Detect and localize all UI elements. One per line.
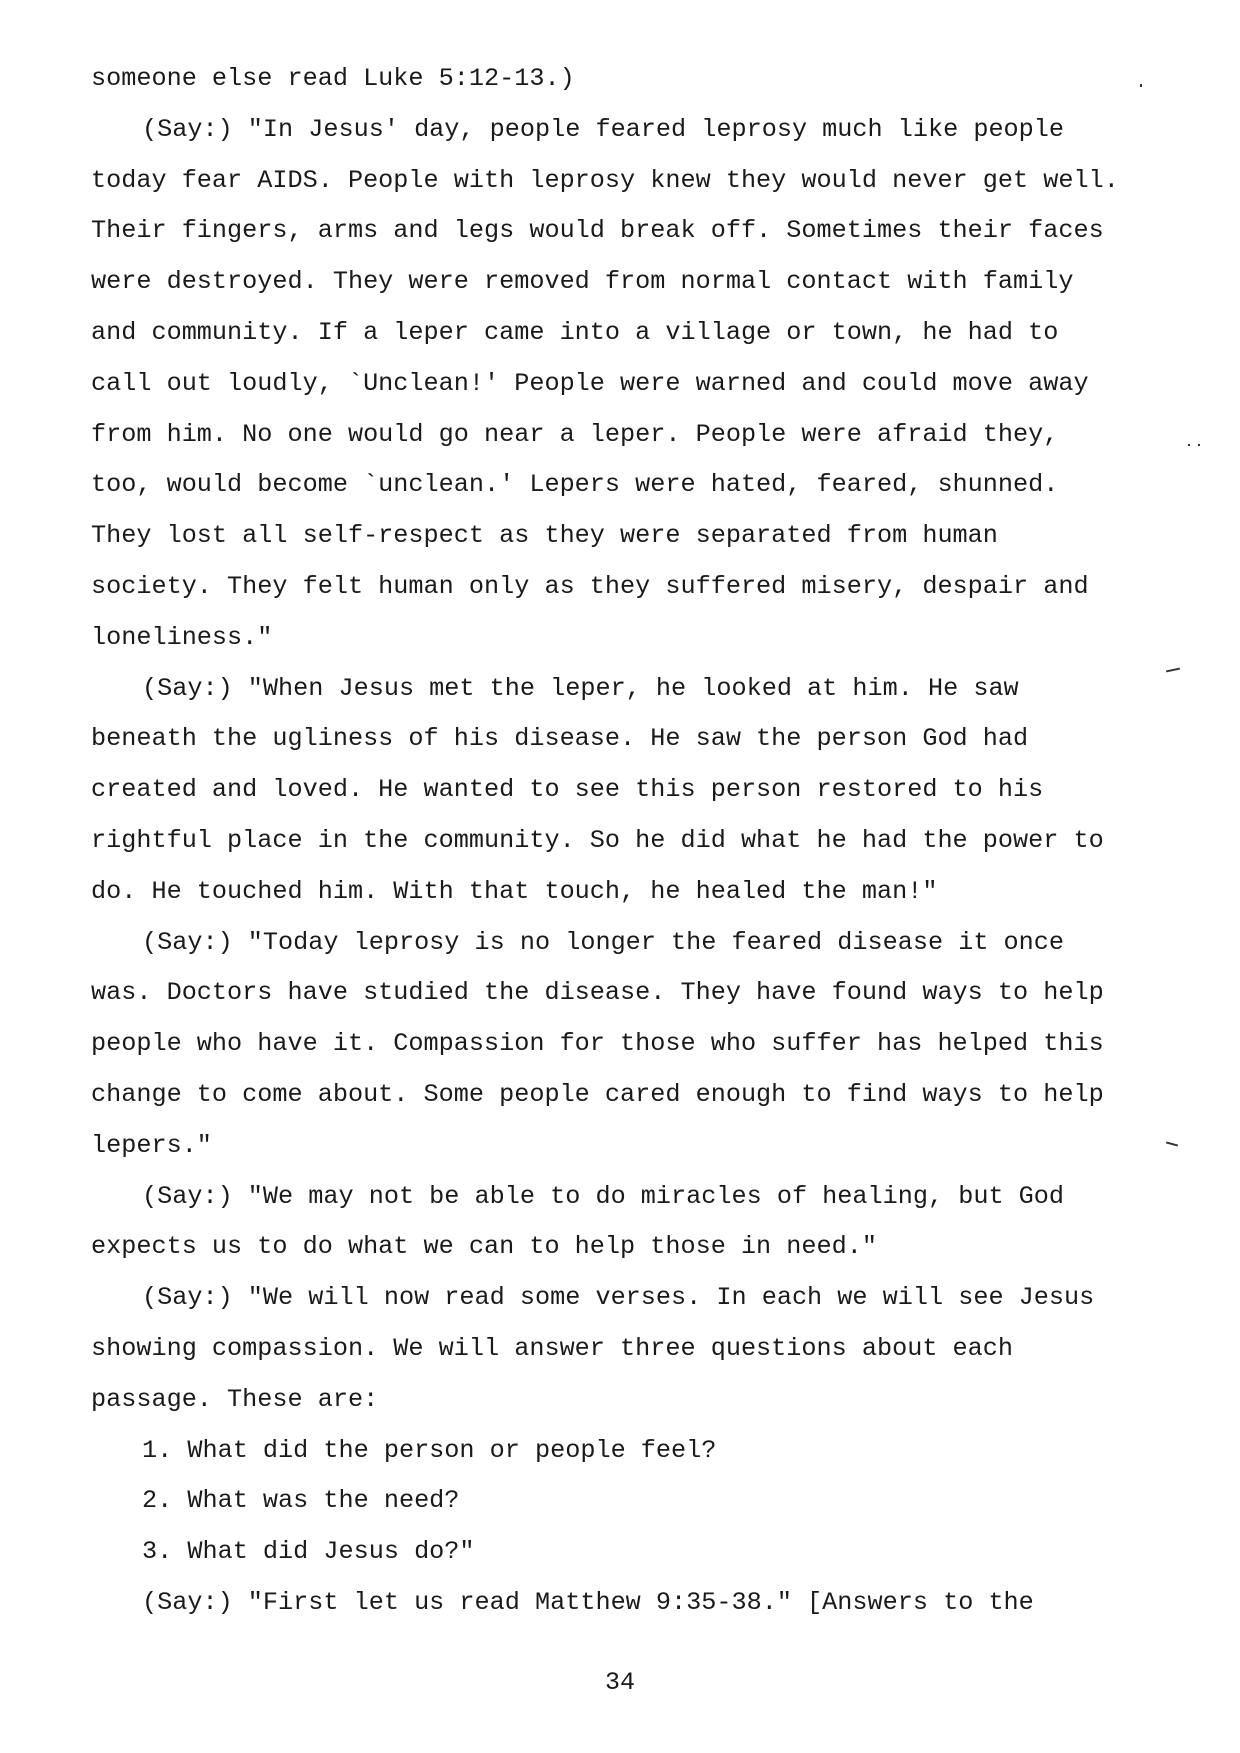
scan-speck <box>1198 444 1200 446</box>
text-line: today fear AIDS. People with leprosy knew they would never get well. <box>91 165 1119 195</box>
page-number: 34 <box>604 1668 635 1697</box>
text-line: was. Doctors have studied the disease. They have found ways to help <box>91 978 1104 1008</box>
text-line: do. He touched him. With that touch, he healed the man!" <box>91 876 938 906</box>
text-line: were destroyed. They were removed from normal contact with family <box>91 267 1074 297</box>
text-line: showing compassion. We will answer three questions about each <box>91 1333 1014 1363</box>
text-line: beneath the ugliness of his disease. He saw the person God had <box>91 724 1029 754</box>
list-item: 2. What was the need? <box>142 1486 460 1516</box>
text-line: (Say:) "In Jesus' day, people feared leprosy much like people <box>142 114 1065 144</box>
text-line: Their fingers, arms and legs would break off. Sometimes their faces <box>91 216 1104 246</box>
text-line: (Say:) "First let us read Matthew 9:35-38." [Answers to the <box>142 1587 1034 1617</box>
text-line: change to come about. Some people cared enough to find ways to help <box>91 1079 1104 1109</box>
text-line: (Say:) "When Jesus met the leper, he looked at him. He saw <box>142 673 1019 703</box>
text-line: passage. These are: <box>91 1384 379 1414</box>
body-text <box>91 54 1191 1629</box>
scan-speck <box>1188 444 1190 446</box>
text-line: (Say:) "We may not be able to do miracles of healing, but God <box>142 1181 1065 1211</box>
text-line: society. They felt human only as they suffered misery, despair and <box>91 571 1089 601</box>
text-line: (Say:) "We will now read some verses. In each we will see Jesus <box>142 1283 1095 1313</box>
text-line: (Say:) "Today leprosy is no longer the feared disease it once <box>142 927 1065 957</box>
text-line: lepers." <box>91 1130 212 1160</box>
text-line: expects us to do what we can to help those in need." <box>91 1232 877 1262</box>
text-line: too, would become `unclean.' Lepers were hated, feared, shunned. <box>91 470 1059 500</box>
list-item: 1. What did the person or people feel? <box>142 1435 717 1465</box>
text-line: someone else read Luke 5:12-13.) <box>91 64 575 93</box>
text-line: rightful place in the community. So he did what he had the power to <box>91 825 1104 855</box>
text-line: people who have it. Compassion for those who suffer has helped this <box>91 1029 1104 1059</box>
list-item: 3. What did Jesus do?" <box>142 1537 475 1567</box>
scan-speck <box>1140 84 1142 87</box>
text-line: created and loved. He wanted to see this person restored to his <box>91 775 1044 805</box>
text-line: They lost all self-respect as they were separated from human <box>91 521 998 551</box>
text-line: loneliness." <box>91 622 273 652</box>
text-line: call out loudly, `Unclean!' People were warned and could move away <box>91 368 1089 398</box>
text-line: and community. If a leper came into a village or town, he had to <box>91 317 1059 347</box>
text-line: from him. No one would go near a leper. People were afraid they, <box>91 419 1059 449</box>
